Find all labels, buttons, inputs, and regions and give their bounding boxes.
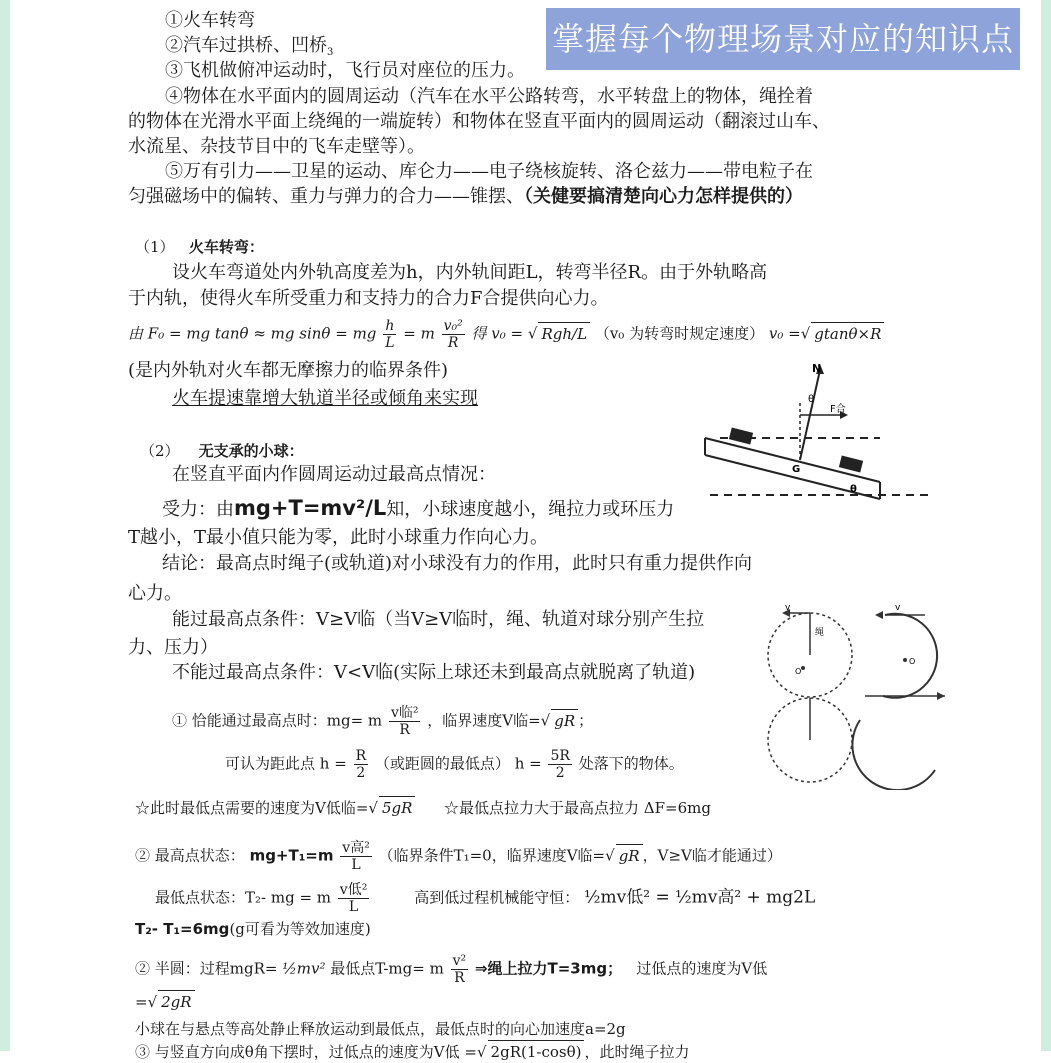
fraction-denominator: L: [351, 857, 361, 873]
section-2-intro: 在竖直平面内作圆周运动过最高点情况：: [172, 464, 496, 485]
sqrt-gtan-r: gtanθ×R: [811, 322, 884, 345]
fraction-numerator: v²: [452, 953, 467, 969]
lowest-state-prefix: 最低点状态：T₂- mg = m: [155, 888, 332, 907]
case-3-result: ⇒绳上拉力T=3mg；: [474, 959, 623, 978]
case-1-height-prefix: 可认为距此点: [225, 754, 316, 773]
case-3-fraction: [451, 953, 469, 986]
rope-circle: [768, 609, 852, 697]
fig1-label-g: G: [792, 464, 801, 475]
case-1-h1-label: h =: [319, 754, 347, 773]
fig2-label-v1: v: [785, 603, 791, 613]
case-1-h1-fraction: [354, 748, 369, 781]
case-3-speed-prefix: =: [135, 993, 148, 1011]
star-tension-difference: ☆最低点拉力大于最高点拉力 ΔF=6mg: [444, 799, 711, 817]
case-3-speed: =√ 2gR: [135, 990, 195, 1013]
half-circle-pendulum: [768, 698, 935, 790]
fraction-numerator: v低²: [339, 882, 368, 898]
energy-conservation-label: 高到低过程机械能守恒：: [414, 888, 580, 907]
sqrt-rgh-over-l: Rgh/L: [538, 322, 590, 345]
fraction-denominator: R: [399, 722, 410, 738]
circular-motion-diagrams: [765, 600, 965, 790]
case-3-energy: ½mv²: [282, 959, 326, 978]
section-2-conclusion-line2: 心力。: [128, 583, 182, 604]
case-1-height-mid: （或距圆的最低点）: [374, 754, 510, 773]
fraction-denominator: L: [385, 335, 395, 351]
cut-off-line: ③ 与竖直方向成θ角下摆时，过低点的速度为V低 =√ 2gR(1-cosθ) ，此时绳子拉力: [135, 1040, 689, 1063]
t2-t1-formula: T₂- T₁=6mg: [135, 920, 230, 938]
star-sqrt: 5gR: [379, 796, 415, 819]
force-formula: mg+T=mv²/L: [234, 496, 387, 520]
section-2-can-pass-line2: 力、压力）: [128, 637, 218, 658]
fraction-v0sq-over-r: [442, 318, 465, 351]
fig1-label-theta: θ: [808, 394, 815, 405]
list-item-4-line3: 水流星、杂技节目中的飞车走壁等）。: [128, 136, 425, 157]
fig1-label-n: N: [812, 362, 822, 375]
formula-result-label: 得 v₀ =: [471, 324, 524, 343]
section-1-para-line1: 设火车弯道处内外轨高度差为h，内外轨间距L，转弯半径R。由于外轨略高: [172, 262, 768, 283]
fraction-numerator: v₀²: [443, 318, 463, 334]
list-item-1: ①火车转弯: [165, 10, 255, 31]
energy-conservation-formula: ½mv低² = ½mv高² + mg2L: [584, 887, 816, 908]
case-3-prefix: ② 半圆：过程mgR=: [135, 959, 278, 978]
fraction-numerator: R: [355, 748, 367, 764]
fraction-denominator: 2: [356, 765, 366, 781]
fraction-h-over-l: [383, 318, 396, 351]
section-2-cannot-pass: 不能过最高点条件：V<V临(实际上球还未到最高点就脱离了轨道): [172, 662, 696, 683]
formula-note: （v₀ 为转弯时规定速度）: [594, 324, 765, 343]
fraction-denominator: R: [447, 335, 459, 351]
case-1-h2-label: h =: [514, 754, 542, 773]
list-item-3: ③飞机做俯冲运动时，飞行员对座位的压力。: [165, 60, 525, 81]
fraction-numerator: v临²: [390, 705, 419, 721]
case-1-end: ；: [578, 711, 594, 730]
banked-track-diagram: [700, 360, 940, 500]
list-item-5-line1: ⑤万有引力——卫星的运动、库仑力——电子绕核旋转、洛仑兹力——带电粒子在: [165, 161, 813, 182]
case-2-fraction: [340, 840, 372, 873]
list-item-4-line2: 的物体在光滑水平面上绕绳的一端旋转）和物体在竖直平面内的圆周运动（翻滚过山车、: [128, 111, 830, 132]
case-1-height-end: 处落下的物体。: [578, 754, 684, 773]
section-2-heading: [140, 440, 304, 462]
track-circle: [865, 611, 945, 700]
case-3-speed-sqrt: 2gR: [158, 990, 194, 1013]
case-2-prefix: ② 最高点状态：: [135, 846, 245, 865]
case-2-formula: mg+T₁=m: [249, 846, 334, 865]
force-suffix: 知，小球速度越小，绳拉力或环压力: [386, 499, 675, 520]
fig2-label-rope: 绳: [815, 628, 825, 638]
list-item-4-line1: ④物体在水平面内的圆周运动（汽车在水平公路转弯，水平转盘上的物体，绳拴着: [165, 86, 813, 107]
section-2-conclusion-line1: 结论：最高点时绳子(或轨道)对小球没有力的作用，此时只有重力提供作向: [162, 553, 753, 574]
fraction-numerator: 5R: [550, 748, 570, 764]
cut-off-prefix: ③ 与竖直方向成θ角下摆时，过低点的速度为V低 =: [135, 1043, 477, 1061]
fig2-label-v2: v: [895, 603, 901, 613]
formula-equals: = m: [403, 324, 435, 343]
section-2-can-pass-line1: 能过最高点条件：V≥V临（当V≥V临时，绳、轨道对球分别产生拉: [172, 609, 705, 630]
t2-minus-t1: [135, 918, 371, 940]
formula-part-b: v₀ =: [768, 324, 801, 343]
case-2-lowest: [155, 882, 815, 915]
fraction-denominator: L: [348, 899, 359, 915]
section-1-note: (是内外轨对火车都无摩擦力的临界条件): [128, 360, 449, 381]
fraction-denominator: 2: [555, 765, 565, 781]
section-1-formula: 由 F₀ = mg tanθ ≈ mg sinθ = mg $\frac{h}{L}$ = m $\frac{\text{v₀²}}{R}$ 得 v₀ = √ Rgh/L （v₀ 为转弯时规定速度） v₀ =√ gtanθ×R: [128, 318, 884, 351]
star-lowest-speed: ☆此时最低点需要的速度为V低临=: [135, 799, 369, 817]
t2-t1-note: (g可看为等效加速度): [229, 920, 371, 938]
section-2-title: 无支承的小球：: [198, 442, 304, 460]
lowest-state-fraction: [338, 882, 370, 915]
section-2-number: （2）: [140, 442, 180, 460]
fraction-numerator: h: [383, 318, 396, 335]
case-1-sqrt: gR: [551, 709, 578, 732]
case-2-mid: （临界条件T₁=0，临界速度V临=: [378, 846, 606, 865]
section-1-heading: [135, 236, 264, 258]
force-prefix: 受力：由: [162, 499, 234, 520]
release-note: 小球在与悬点等高处静止释放运动到最低点，最低点时的向心加速度a=2g: [135, 1020, 626, 1038]
case-1-prefix: ① 恰能通过最高点时：mg= m: [172, 711, 383, 730]
case-3-end: 过低点的速度为V低: [636, 959, 768, 978]
list-item-5-line2: [128, 186, 803, 208]
section-2-force-line1: [162, 497, 674, 521]
list-item-5-text: 匀强磁场中的偏转、重力与弹力的合力——锥摆、: [128, 186, 524, 207]
banked-track: [705, 364, 930, 499]
fig1-label-theta-base: θ: [850, 484, 857, 495]
cut-off-sqrt: 2gR(1-cosθ): [488, 1040, 585, 1063]
case-3-semicircle: [135, 953, 767, 986]
section-2-force-line2: T越小，T最小值只能为零，此时小球重力作向心力。: [128, 527, 549, 548]
section-1-title: 火车转弯：: [188, 238, 264, 256]
case-2-sqrt: gR: [616, 844, 643, 867]
case-1-line2: [225, 748, 684, 781]
section-1-para-line2: 于内轨，使得火车所受重力和支持力的合力F合提供向心力。: [128, 288, 609, 309]
key-point-emphasis: （关健要搞清楚向心力怎样提供的）: [524, 186, 803, 207]
fig2-label-o1: O: [795, 667, 802, 676]
formula-part-a: F₀ = mg tanθ ≈ mg sinθ = mg: [147, 324, 377, 343]
fraction-numerator: v高²: [342, 840, 370, 856]
case-1-line1: ① 恰能通过最高点时：mg= m $\frac{\text{v临²}}{R}$ ，临界速度V临=√ gR ；: [172, 705, 594, 738]
title-banner: 掌握每个物理场景对应的知识点: [546, 8, 1020, 70]
section-1-number: （1）: [135, 238, 175, 256]
section-1-conclusion: 火车提速靠增大轨道半径或倾角来实现: [172, 388, 478, 409]
star-line: ☆此时最低点需要的速度为V低临=√ 5gR ☆最低点拉力大于最高点拉力 ΔF=6mg: [135, 796, 711, 819]
formula-prefix: 由: [128, 324, 144, 343]
list-item-2-mark: 3: [327, 47, 334, 58]
case-1-mid: ，临界速度V临=: [427, 711, 541, 730]
case-2-end: ，V≥V临才能通过）: [642, 846, 782, 865]
fig1-label-f: F合: [830, 404, 846, 415]
case-1-h2-fraction: [548, 748, 571, 781]
case-3-mid: 最低点T-mg= m: [330, 959, 444, 978]
list-item-2-text: ②汽车过拱桥、凹桥: [165, 35, 327, 56]
cut-off-end: ，此时绳子拉力: [584, 1043, 690, 1061]
case-1-fraction: [389, 705, 421, 738]
fraction-denominator: R: [454, 970, 465, 986]
case-2-highest: ② 最高点状态： mg+T₁=m $\frac{\text{v高²}}{L}$ （临界条件T₁=0，临界速度V临=√ gR ，V≥V临才能通过）: [135, 840, 782, 873]
fig2-label-o2: O: [909, 657, 916, 666]
